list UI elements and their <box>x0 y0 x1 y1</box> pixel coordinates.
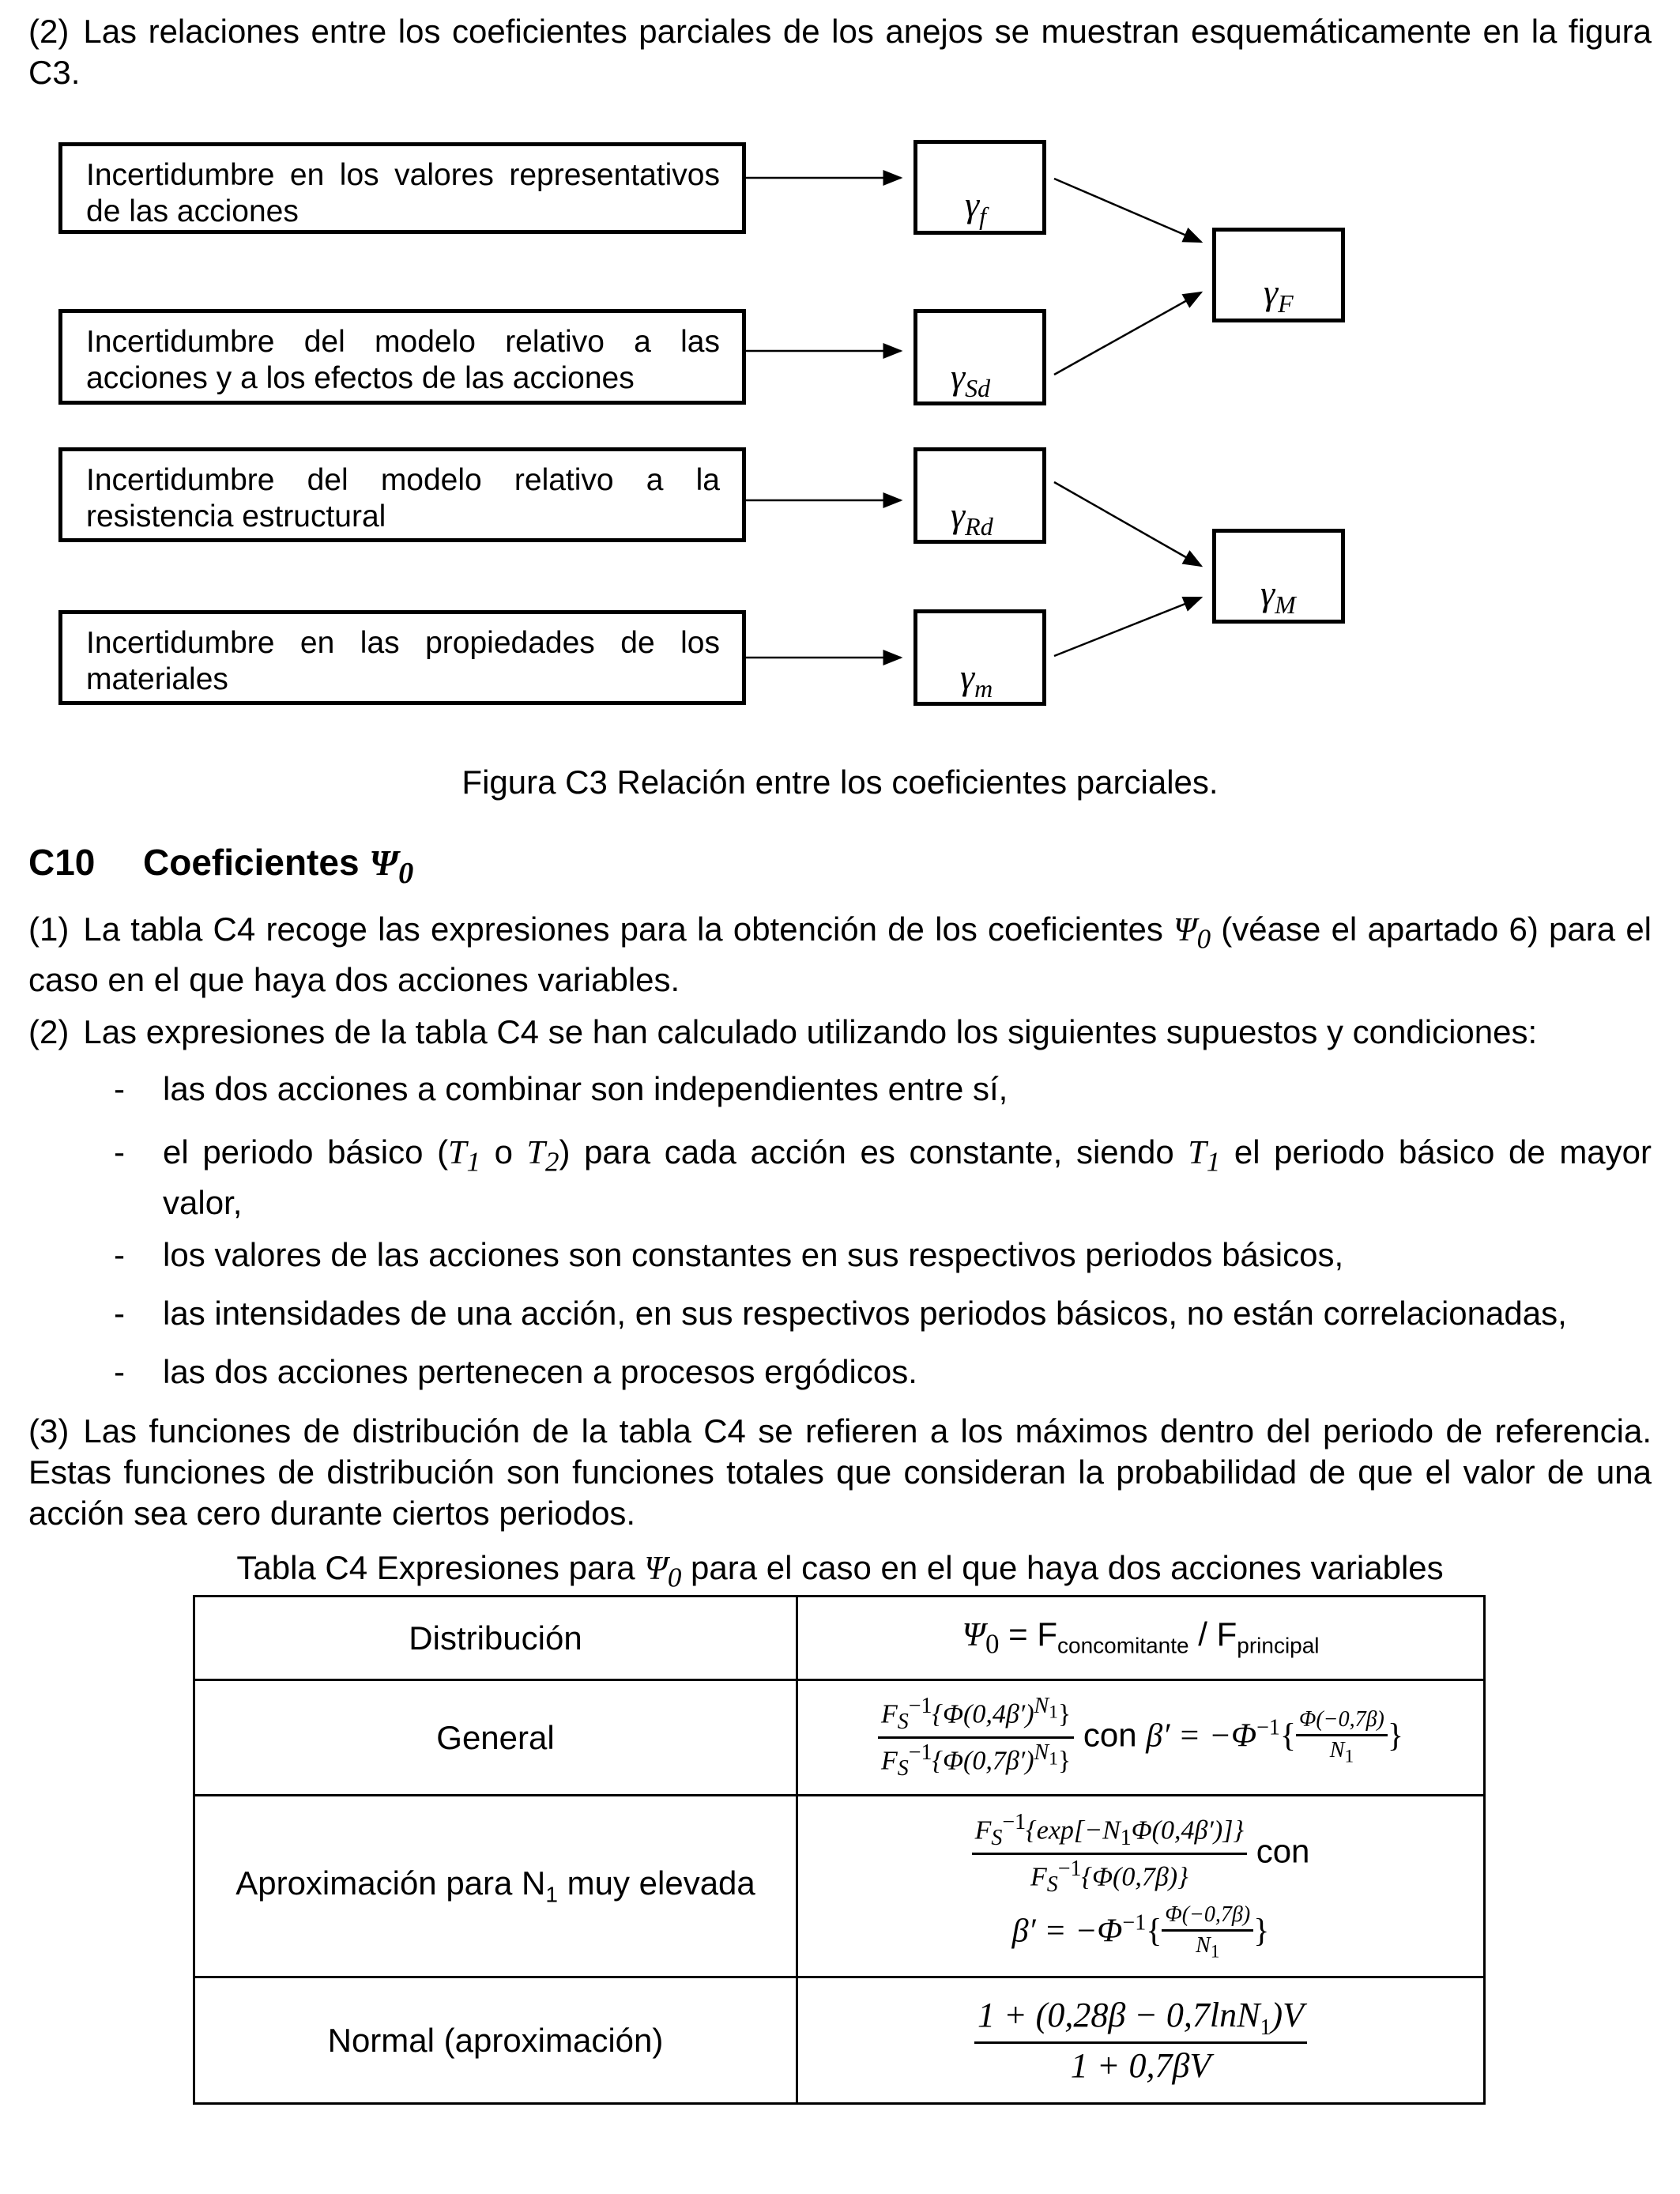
bullet-dash: - <box>114 1236 125 1273</box>
psi-sub: 0 <box>985 1628 1000 1660</box>
cell-label <box>194 1796 797 1977</box>
psi-base: Ψ <box>1173 912 1197 948</box>
gamma-base: γ <box>1260 573 1275 613</box>
bullet-dash: - <box>114 1295 125 1332</box>
paragraph-number: (2) <box>28 1013 70 1050</box>
table-row <box>194 1977 1485 2104</box>
math-token: 1 <box>1120 1825 1132 1850</box>
math-token: 1 <box>1344 1746 1354 1767</box>
section-number: C10 <box>28 842 96 883</box>
section-title: Coeficientes <box>143 842 360 883</box>
label-sub: 1 <box>545 1882 558 1907</box>
t-base: T <box>526 1135 545 1171</box>
math-token: S <box>991 1825 1003 1850</box>
math-token: β′ = −Φ <box>1146 1717 1257 1755</box>
math-token: −1 <box>1002 1809 1026 1834</box>
math-token: F <box>1030 1862 1047 1892</box>
math-token: 1 <box>1210 1941 1220 1962</box>
paragraph-2 <box>28 1012 1652 1053</box>
math-token: F <box>880 1699 898 1729</box>
gamma-sub: Rd <box>965 512 993 541</box>
gamma-base: γ <box>951 356 966 397</box>
t1-symbol <box>448 1135 480 1178</box>
formula-fraction <box>972 1810 1247 1898</box>
source-box-text: Incertidumbre en los valores representativos de las acciones <box>86 158 720 228</box>
math-token: 1 <box>1049 1748 1058 1770</box>
bullet-text: las dos acciones a combinar son independientes entre sí, <box>163 1070 1008 1107</box>
psi-sub: 0 <box>1196 923 1211 955</box>
gamma-rd-box <box>913 447 1046 544</box>
math-token: )V <box>1271 1995 1305 2034</box>
source-box-1 <box>58 142 746 234</box>
math-token: } <box>1253 1913 1270 1950</box>
source-box-text: Incertidumbre en las propiedades de los materiales <box>86 626 720 696</box>
header-cell-psi <box>797 1596 1485 1680</box>
psi-base: Ψ <box>369 843 399 883</box>
bullet-text: las intensidades de una acción, en sus respectivos periodos básicos, no están correlacionadas, <box>163 1295 1567 1332</box>
math-token: −1 <box>908 1740 932 1765</box>
t2-symbol <box>526 1135 559 1178</box>
formula-denominator: 1 + 0,7βV <box>1070 2046 1211 2086</box>
arrow-gSd-gF <box>1054 292 1201 375</box>
bullet-text <box>163 1132 1652 1223</box>
math-token: N <box>1196 1932 1211 1958</box>
t-sub: 1 <box>466 1146 480 1178</box>
psi-base: Ψ <box>962 1617 985 1654</box>
gamma-sub: M <box>1275 590 1296 620</box>
bullet-text: los valores de las acciones son constantes en sus respectivos periodos básicos, <box>163 1236 1344 1273</box>
formula-con: con <box>1083 1716 1137 1754</box>
math-token: Φ(−0,7β) <box>1162 1902 1253 1932</box>
paragraph-number: (2) <box>28 13 70 50</box>
label-text: muy elevada <box>557 1864 755 1902</box>
table-row <box>194 1680 1485 1796</box>
paragraph-text: La tabla C4 recoge las expresiones para la obtención de los coeficientes <box>83 910 1163 948</box>
gamma-f-symbol <box>965 183 986 231</box>
beta-fraction <box>1162 1902 1253 1963</box>
formula-fraction <box>878 1694 1074 1781</box>
table-title-text: Tabla C4 Expresiones para <box>236 1549 635 1586</box>
bullet-text: las dos acciones pertenecen a procesos ergódicos. <box>163 1353 917 1390</box>
arrow-gm-gM <box>1054 598 1201 656</box>
math-token: F <box>880 1746 898 1776</box>
bullet-dash: - <box>114 1070 125 1107</box>
cell-label: General <box>194 1680 797 1796</box>
table-title <box>0 1549 1680 1593</box>
paragraph-1 <box>28 909 1652 1001</box>
psi-sub: 0 <box>667 1562 682 1593</box>
formula-denominator <box>878 1739 1074 1781</box>
formula-con: con <box>1256 1832 1310 1870</box>
gamma-M-box <box>1212 529 1345 624</box>
gamma-sub: Sd <box>965 374 991 403</box>
math-token: 1 <box>1049 1702 1058 1723</box>
gamma-rd-symbol <box>951 494 993 541</box>
gamma-sd-symbol <box>951 356 990 403</box>
bullet-dash: - <box>114 1133 125 1171</box>
gamma-base: γ <box>951 495 966 535</box>
psi-symbol <box>1173 912 1211 955</box>
formula-line-1 <box>798 1810 1483 1898</box>
math-token: {Φ(0,7β′) <box>932 1746 1034 1776</box>
text-run: ) para cada acción es constante, siendo <box>559 1133 1174 1171</box>
paragraph-text: Las funciones de distribución de la tabla C4 se refieren a los máximos dentro del periodo de referencia. Estas funciones de distribución son funciones totales que consideran la probabilidad de que el valor de una acción sea cero durante ciertos periodos. <box>28 1412 1652 1532</box>
math-token: {Φ(0,4β′) <box>932 1699 1034 1729</box>
paragraph-text: (véase el apartado 6) para el caso en el que haya dos acciones variables. <box>28 910 1652 999</box>
gamma-F-box <box>1212 228 1345 322</box>
source-box-3 <box>58 447 746 542</box>
table-header-row <box>194 1596 1485 1680</box>
t3-symbol <box>1188 1135 1221 1178</box>
math-token: S <box>897 1756 909 1781</box>
formula-line-2 <box>798 1902 1483 1963</box>
beta-fraction <box>1296 1707 1388 1768</box>
psi-symbol <box>644 1551 682 1593</box>
source-box-4 <box>58 610 746 705</box>
psi-base: Ψ <box>644 1551 668 1587</box>
text-run: o <box>494 1133 513 1171</box>
formula-numerator <box>974 1995 1307 2045</box>
math-token: {exp[−N <box>1026 1815 1121 1845</box>
header-sub: principal <box>1237 1633 1320 1658</box>
psi-sub: 0 <box>398 857 414 891</box>
t-base: T <box>448 1135 467 1171</box>
math-token: N <box>1329 1738 1345 1763</box>
math-token: β′ = −Φ <box>1011 1913 1123 1950</box>
gamma-M-symbol <box>1260 572 1296 620</box>
math-token: N <box>1034 1693 1049 1718</box>
t-base: T <box>1188 1135 1207 1171</box>
math-token: } <box>1057 1699 1072 1729</box>
formula-numerator <box>878 1694 1074 1739</box>
gamma-m-symbol <box>960 656 993 703</box>
t-sub: 2 <box>544 1146 559 1178</box>
gamma-base: γ <box>965 184 980 224</box>
math-token: 1 + (0,28β − 0,7lnN <box>977 1995 1260 2034</box>
math-token: S <box>897 1710 909 1734</box>
cell-label: Normal (aproximación) <box>194 1977 797 2104</box>
math-token: { <box>1146 1913 1162 1950</box>
paragraph-number: (1) <box>28 910 70 948</box>
header-sub: concomitante <box>1057 1633 1189 1658</box>
formula-denominator <box>972 1855 1247 1898</box>
t-sub: 1 <box>1206 1146 1221 1178</box>
figure-caption: Figura C3 Relación entre los coeficientes parciales. <box>461 763 1219 801</box>
gamma-sub: F <box>1278 289 1294 319</box>
header-text: = F <box>999 1615 1058 1653</box>
gamma-F-symbol <box>1264 271 1294 319</box>
math-token: } <box>1387 1717 1404 1755</box>
psi-symbol <box>369 843 414 891</box>
math-token: −1 <box>1256 1715 1280 1740</box>
math-token: Φ(0,4β′)]} <box>1131 1815 1245 1845</box>
header-cell-distribution: Distribución <box>194 1596 797 1680</box>
text-run: el periodo básico ( <box>163 1133 449 1171</box>
math-token: −1 <box>1057 1856 1082 1881</box>
source-box-2 <box>58 309 746 405</box>
formula-numerator <box>972 1810 1247 1855</box>
math-token: −1 <box>1122 1910 1147 1936</box>
arrow-gf-gF <box>1054 179 1201 242</box>
cell-expression <box>797 1977 1485 2104</box>
math-token: { <box>1279 1717 1297 1755</box>
source-box-text: Incertidumbre del modelo relativo a la resistencia estructural <box>86 463 720 533</box>
text-run: el periodo básico de mayor valor, <box>163 1133 1652 1222</box>
table-c4 <box>193 1595 1486 2105</box>
bullet-dash: - <box>114 1353 125 1390</box>
gamma-base: γ <box>960 657 975 697</box>
math-token: } <box>1057 1746 1072 1776</box>
math-token: 1 <box>1260 2015 1271 2040</box>
formula-fraction <box>974 1995 1307 2087</box>
math-token: S <box>1046 1872 1058 1897</box>
table-row <box>194 1796 1485 1977</box>
math-token: N <box>1034 1740 1049 1765</box>
math-token: Φ(−0,7β) <box>1296 1707 1388 1736</box>
gamma-f-box <box>913 140 1046 235</box>
gamma-sub: f <box>979 202 987 231</box>
label-text: Aproximación para N <box>235 1864 546 1902</box>
section-heading <box>28 841 413 891</box>
gamma-m-box <box>913 609 1046 706</box>
math-token: −1 <box>908 1693 932 1718</box>
math-token: {Φ(0,7β)} <box>1081 1862 1188 1892</box>
paragraph-text: Las expresiones de la tabla C4 se han calculado utilizando los siguientes supuestos y condiciones: <box>83 1013 1538 1050</box>
gamma-sub: m <box>974 674 993 703</box>
paragraph-3 <box>28 1411 1652 1534</box>
gamma-base: γ <box>1264 272 1279 312</box>
paragraph-number: (3) <box>28 1412 70 1449</box>
cell-expression <box>797 1796 1485 1977</box>
math-token: F <box>974 1815 992 1845</box>
gamma-sd-box <box>913 309 1046 405</box>
intro-text: Las relaciones entre los coeficientes parciales de los anejos se muestran esquemáticamente en la figura C3. <box>28 13 1652 91</box>
source-box-text: Incertidumbre del modelo relativo a las acciones y a los efectos de las acciones <box>86 325 720 395</box>
table-title-text: para el caso en el que haya dos acciones variables <box>691 1549 1444 1586</box>
header-text: / F <box>1188 1615 1237 1653</box>
arrow-gRd-gM <box>1054 482 1201 566</box>
cell-expression <box>797 1680 1485 1796</box>
